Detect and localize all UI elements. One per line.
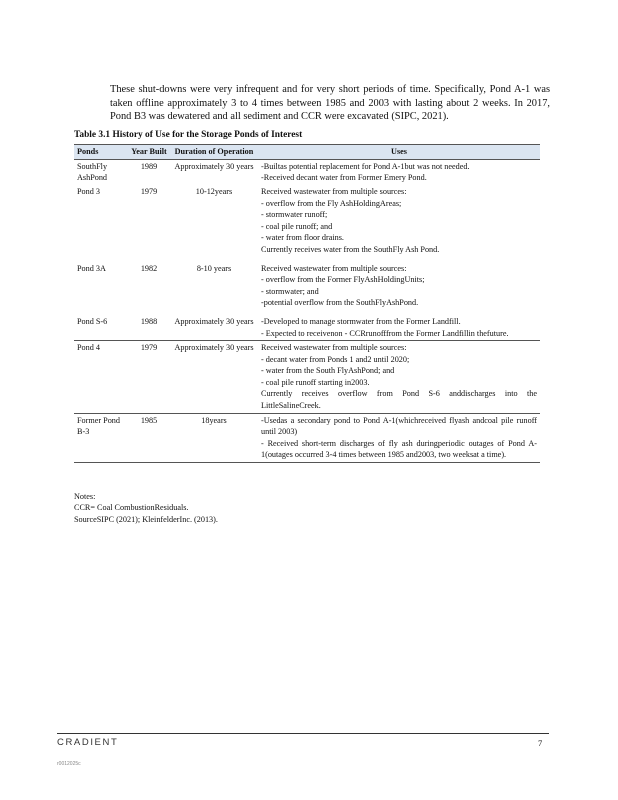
header-ponds: Ponds: [74, 145, 128, 160]
uses-cell: [258, 341, 540, 414]
uses-cell: [258, 310, 540, 341]
header-year-built: Year Built: [128, 145, 170, 160]
duration: 10-12years: [195, 186, 233, 196]
page-number: 7: [538, 738, 543, 748]
table-row: [74, 159, 540, 185]
table-row: [74, 413, 540, 462]
use-line: - water from floor drains.: [261, 233, 344, 243]
use-line: Currently receives overflow from Pond S-6 anddischarges into the LittleSalineCreek.: [261, 389, 537, 411]
year-built: 1988: [128, 310, 170, 341]
use-line: - Expected to receivenon - CCRrunofffrom the Former Landfillin thefuture.: [261, 328, 509, 338]
table-notes: [74, 491, 218, 525]
pond-name: Pond S-6: [74, 310, 128, 341]
use-line: - overflow from the Former FlyAshHoldingUnits;: [261, 275, 425, 285]
use-line: - stormwater; and: [261, 286, 319, 296]
pond-name: Pond 4: [74, 341, 128, 414]
year-built: 1979: [140, 186, 158, 196]
pond-name: Former Pond B-3: [74, 413, 128, 462]
duration: Approximately 30 years: [170, 310, 258, 341]
year-built: 1989: [140, 161, 158, 171]
document-id: r0012025c: [57, 761, 81, 767]
note-line: CCR= Coal CombustionResiduals.: [74, 503, 189, 513]
history-table: [74, 144, 540, 463]
use-line: Currently receives water from the SouthFly Ash Pond.: [261, 244, 440, 254]
use-line: -Builtas potential replacement for Pond A-1but was not needed.: [261, 161, 470, 171]
table-header-row: [74, 145, 540, 160]
use-line: - water from the South FlyAshPond; and: [261, 366, 395, 376]
uses-cell: [258, 159, 540, 185]
use-line: - coal pile runoff; and: [261, 221, 333, 231]
header-duration: Duration of Operation: [170, 145, 258, 160]
notes-title: Notes:: [74, 492, 96, 501]
use-line: - coal pile runoff starting in2003.: [261, 377, 370, 387]
company-logo: CRADIENT: [57, 737, 119, 748]
footer-divider: [57, 733, 549, 734]
table-row: [74, 341, 540, 414]
year-built: 1982: [140, 263, 158, 273]
use-line: Received wastewater from multiple sources:: [261, 343, 407, 353]
uses-cell: [258, 413, 540, 462]
uses-cell: [258, 185, 540, 257]
use-line: -Received decant water from Former Emery Pond.: [261, 173, 427, 183]
year-built: 1979: [128, 341, 170, 414]
duration: 8-10 years: [196, 263, 232, 273]
uses-cell: [258, 257, 540, 310]
duration: Approximately 30 years: [170, 341, 258, 414]
use-line: -Usedas a secondary pond to Pond A-1(whichreceived flyash andcoal pile runoff until 2003): [261, 415, 537, 437]
duration: Approximately 30 years: [174, 161, 254, 171]
year-built: 1985: [128, 413, 170, 462]
body-paragraph: These shut-downs were very infrequent and for very short periods of time. Specifically, Pond A-1 was taken offline approximately 3 to 4 times between 1985 and 2003 with lasting about 2 weeks. In 2017, Pond B3 was dewatered and all sediment and CCR were excavated (SIPC, 2021).: [110, 84, 550, 123]
header-uses: Uses: [258, 145, 540, 160]
use-line: -Developed to manage stormwater from the Former Landfill.: [261, 316, 461, 326]
use-line: Received wastewater from multiple sources:: [261, 263, 407, 273]
pond-name: SouthFly AshPond: [77, 161, 108, 183]
pond-name: Pond 3: [77, 186, 100, 196]
use-line: - Received short-term discharges of fly ash duringperiodic outages of Pond A-1(outages occurred 3-4 times between 1985 and2003, two weeksat a time).: [261, 438, 537, 460]
table-row: [74, 185, 540, 257]
use-line: -potential overflow from the SouthFlyAshPond.: [261, 298, 419, 308]
table-row: [74, 257, 540, 310]
use-line: - decant water from Ponds 1 and2 until 2020;: [261, 354, 410, 364]
note-line: SourceSIPC (2021); KleinfelderInc. (2013).: [74, 514, 218, 524]
table-caption: Table 3.1 History of Use for the Storage Ponds of Interest: [74, 130, 303, 140]
use-line: Received wastewater from multiple sources:: [261, 186, 407, 196]
pond-name: Pond 3A: [77, 263, 106, 273]
table-row: [74, 310, 540, 341]
use-line: - stormwater runoff;: [261, 210, 328, 220]
use-line: - overflow from the Fly AshHoldingAreas;: [261, 198, 402, 208]
duration: 18years: [170, 413, 258, 462]
